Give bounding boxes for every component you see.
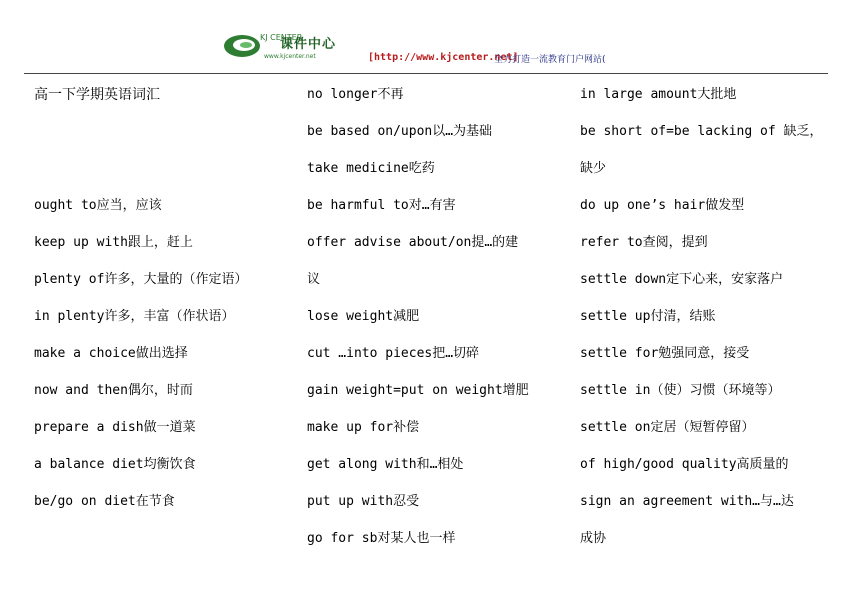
vocab-entry: a balance diet均衡饮食 xyxy=(34,457,196,472)
vocab-entry: make up for补偿 xyxy=(307,420,420,435)
vocab-entry: cut …into pieces把…切碎 xyxy=(307,346,480,361)
logo-brand-text: KJ CENTER xyxy=(260,33,303,42)
vocab-entry: get along with和…相处 xyxy=(307,457,464,472)
vocab-entry: be short of=be lacking of 缺乏， xyxy=(580,124,823,139)
vocab-entry: settle down定下心来，安家落户 xyxy=(580,272,784,287)
vocab-entry: settle for勉强同意，接受 xyxy=(580,346,750,361)
vocab-column-1 xyxy=(34,82,294,526)
kjcenter-logo xyxy=(222,30,358,64)
vocab-entry: prepare a dish做一道菜 xyxy=(34,420,196,435)
vocab-entry: offer advise about/on提…的建 xyxy=(307,235,519,250)
vocab-entry: in plenty许多，丰富（作状语） xyxy=(34,309,235,324)
site-tagline: 全力打造一流教育门户网站( xyxy=(494,55,606,65)
vocab-entry: sign an agreement with…与…达 xyxy=(580,494,794,509)
vocab-entry: no longer不再 xyxy=(307,87,404,102)
blank-line xyxy=(34,156,294,193)
vocab-entry-continued: 缺少 xyxy=(580,161,607,176)
page-header xyxy=(0,0,860,74)
swirl-logo-icon xyxy=(222,32,262,60)
vocab-entry: be harmful to对…有害 xyxy=(307,198,456,213)
vocab-entry: keep up with跟上，赶上 xyxy=(34,235,193,250)
vocab-entry: now and then偶尔，时而 xyxy=(34,383,193,398)
vocab-entry: plenty of许多，大量的（作定语） xyxy=(34,272,248,287)
vocab-column-2 xyxy=(307,82,567,563)
vocab-entry: put up with忍受 xyxy=(307,494,420,509)
blank-line xyxy=(34,119,294,156)
vocab-entry: settle in（使）习惯（环境等） xyxy=(580,383,781,398)
vocab-column-3 xyxy=(580,82,840,563)
vocab-entry: settle up付清，结账 xyxy=(580,309,716,324)
vocab-entry: of high/good quality高质量的 xyxy=(580,457,789,472)
vocab-entry: go for sb对某人也一样 xyxy=(307,531,456,546)
vocab-entry: in large amount大批地 xyxy=(580,87,737,102)
vocab-entry: do up one’s hair做发型 xyxy=(580,198,745,213)
header-divider xyxy=(24,73,828,74)
vocab-entry-continued: 成协 xyxy=(580,531,607,546)
vocab-entry: settle on定居（短暂停留） xyxy=(580,420,755,435)
vocab-entry-continued: 议 xyxy=(307,272,321,287)
vocab-entry: lose weight减肥 xyxy=(307,309,420,324)
logo-domain-text: www.kjcenter.net xyxy=(264,53,316,60)
vocab-entry: be/go on diet在节食 xyxy=(34,494,175,509)
vocab-entry: refer to查阅，提到 xyxy=(580,235,708,250)
vocab-entry: ought to应当，应该 xyxy=(34,198,162,213)
vocab-entry: gain weight=put on weight增肥 xyxy=(307,383,529,398)
site-url-link[interactable]: [http://www.kjcenter.net] xyxy=(368,52,519,63)
document-title: 高一下学期英语词汇 xyxy=(34,87,160,103)
vocab-entry: take medicine吃药 xyxy=(307,161,435,176)
vocab-entry: be based on/upon以…为基础 xyxy=(307,124,493,139)
vocab-entry: make a choice做出选择 xyxy=(34,346,188,361)
logo-chinese-text: 课件中心 xyxy=(280,37,337,52)
